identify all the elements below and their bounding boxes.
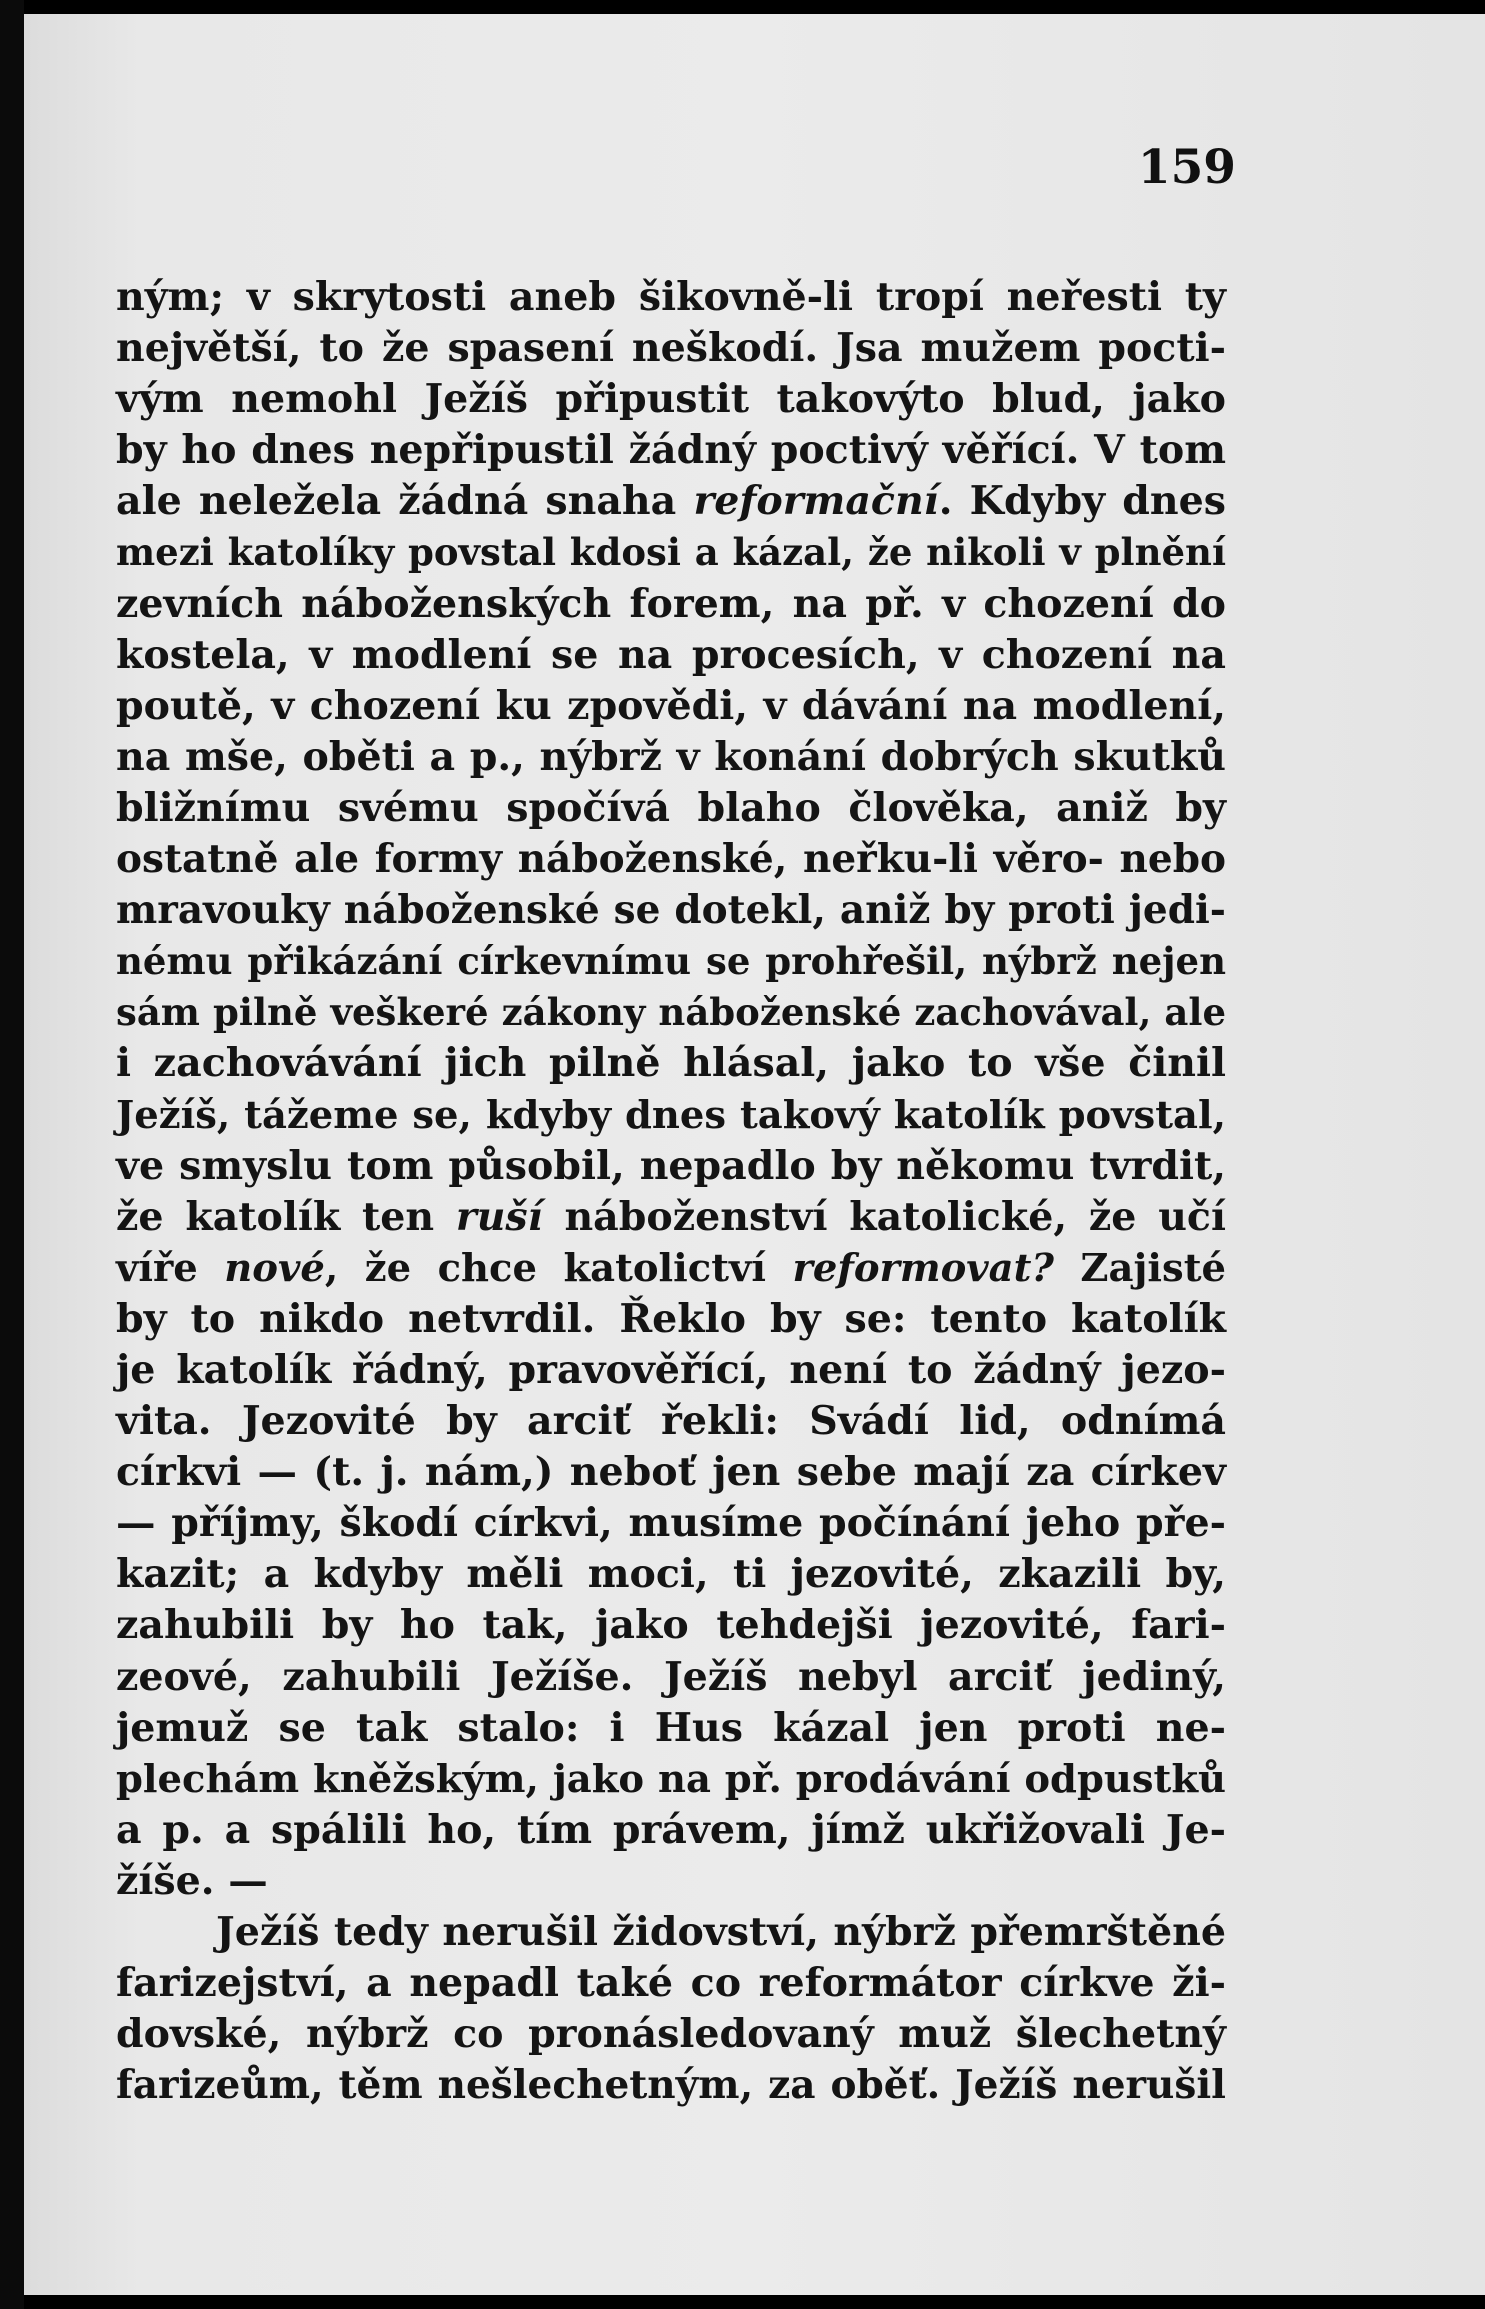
text-line: žíše. — (116, 1857, 268, 1904)
text-line: dovské, nýbrž co pronásledovaný muž šlechetný (116, 2011, 1226, 2058)
text-line: nému přikázání církevnímu se prohřešil, nýbrž nejen (116, 939, 1226, 984)
text-line: ale neležela žádná snaha reformační. Kdyby dnes (116, 478, 1226, 525)
text-line: ostatně ale formy náboženské, neřku-li věro- nebo (116, 836, 1226, 883)
text-line: jemuž se tak stalo: i Hus kázal jen proti ne- (116, 1704, 1226, 1751)
text-line: zevních náboženských forem, na př. v chození do (116, 580, 1226, 627)
text-line: farizejství, a nepadl také co reformátor církve ži- (116, 1960, 1226, 2007)
text-line: mravouky náboženské se dotekl, aniž by proti jedi- (116, 887, 1226, 934)
text-line: církvi — (t. j. nám,) neboť jen sebe mají za církev (116, 1449, 1226, 1496)
text-line: poutě, v chození ku zpovědi, v dávání na modlení, (116, 682, 1226, 729)
text-line: vita. Jezovité by arciť řekli: Svádí lid, odnímá (116, 1398, 1226, 1445)
text-line: mezi katolíky povstal kdosi a kázal, že nikoli v plnění (116, 530, 1226, 575)
text-line: — příjmy, škodí církvi, musíme počínání jeho pře- (116, 1500, 1226, 1547)
text-line: ným; v skrytosti aneb šikovně-li tropí neřesti ty (116, 274, 1226, 320)
scan-border (0, 0, 24, 2309)
body-text (116, 272, 1226, 2111)
text-line: ve smyslu tom působil, nepadlo by někomu tvrdit, (116, 1142, 1226, 1189)
text-line: zahubili by ho tak, jako tehdejši jezovité, fari- (116, 1602, 1226, 1649)
text-line: kazit; a kdyby měli moci, ti jezovité, zkazili by, (116, 1551, 1226, 1598)
text-line: je katolík řádný, pravověřící, není to žádný jezo- (116, 1346, 1226, 1393)
text-line: víře nové, že chce katolictví reformovat? Zajisté (116, 1245, 1226, 1291)
text-line: by to nikdo netvrdil. Řeklo by se: tento katolík (116, 1295, 1226, 1342)
text-line: a p. a spálili ho, tím právem, jímž ukřižovali Je- (116, 1806, 1226, 1853)
text-line: zeové, zahubili Ježíše. Ježíš nebyl arciť jediný, (116, 1653, 1226, 1700)
text-line: vým nemohl Ježíš připustit takovýto blud, jako (116, 376, 1226, 423)
text-line: by ho dnes nepřipustil žádný poctivý věřící. V tom (116, 427, 1226, 474)
page-number: 159 (1137, 140, 1236, 195)
text-line: že katolík ten ruší náboženství katolické, že učí (116, 1193, 1226, 1240)
text-line: Ježíš, tážeme se, kdyby dnes takový katolík povstal, (116, 1092, 1226, 1138)
text-line: sám pilně veškeré zákony náboženské zachovával, ale (116, 990, 1226, 1035)
text-line: bližnímu svému spočívá blaho člověka, aniž by (116, 784, 1226, 831)
text-line: plechám kněžským, jako na př. prodávání odpustků (116, 1756, 1226, 1802)
text-line: Ježíš tedy nerušil židovství, nýbrž přemrštěné (216, 1909, 1226, 1955)
text-line: na mše, oběti a p., nýbrž v konání dobrých skutků (116, 733, 1226, 780)
text-line: kostela, v modlení se na procesích, v chození na (116, 631, 1226, 678)
text-line: farizeům, těm nešlechetným, za oběť. Ježíš nerušil (116, 2062, 1226, 2109)
text-line: i zachovávání jich pilně hlásal, jako to vše činil (116, 1040, 1226, 1087)
text-line: největší, to že spasení neškodí. Jsa mužem pocti- (116, 325, 1226, 372)
